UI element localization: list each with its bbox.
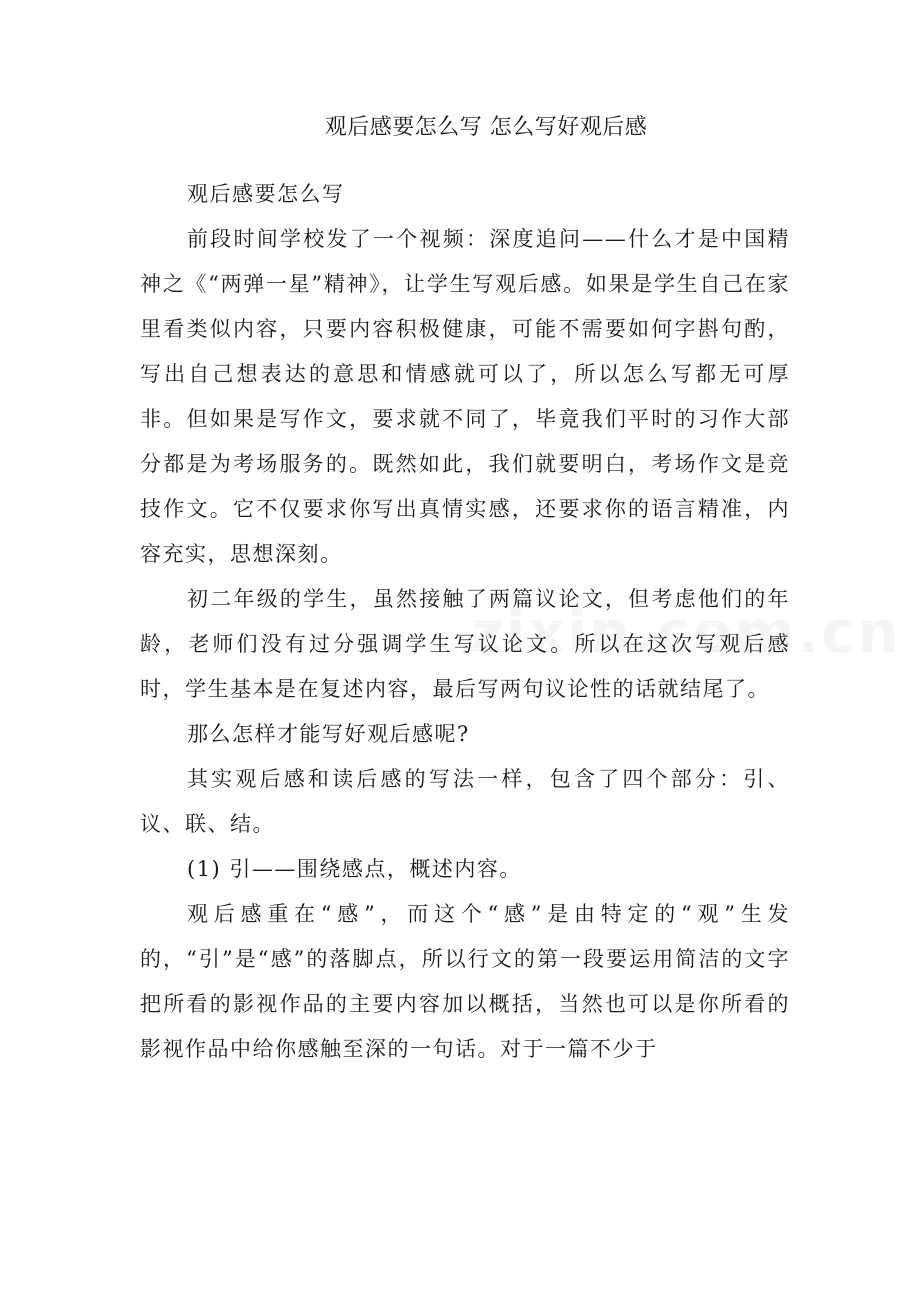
paragraph: 观后感重在“感”，而这个“感”是由特定的“观”生发的，“引”是“感”的落脚点，所以行文的第一段要运用简洁的文字把所看的影视作品的主要内容加以概括，当然也可以是你所看的影视作品中给你感触至深的一句话。对于一篇不少于	[140, 902, 790, 1061]
document-title: 观后感要怎么写 怎么写好观后感	[324, 115, 648, 140]
document-body	[140, 172, 790, 1072]
paragraph: 初二年级的学生，虽然接触了两篇议论文，但考虑他们的年龄，老师们没有过分强调学生写议论文。所以在这次写观后感时，学生基本是在复述内容，最后写两句议论性的话就结尾了。	[140, 587, 790, 701]
paragraph-subtitle: 观后感要怎么写	[187, 182, 345, 206]
paragraph-section-heading: (1) 引——围绕感点，概述内容。	[187, 857, 522, 881]
paragraph: 其实观后感和读后感的写法一样，包含了四个部分：引、议、联、结。	[140, 767, 790, 836]
paragraph: 前段时间学校发了一个视频：深度追问——什么才是中国精神之《“两弹一星”精神》，让学生写观后感。如果是学生自己在家里看类似内容，只要内容积极健康，可能不需要如何字斟句酌，写出自己想表达的意思和情感就可以了，所以怎么写都无可厚非。但如果是写作文，要求就不同了，毕竟我们平时的习作大部分都是为考场服务的。既然如此，我们就要明白，考场作文是竞技作文。它不仅要求你写出真情实感，还要求你的语言精准，内容充实，思想深刻。	[140, 227, 790, 566]
paragraph-question: 那么怎样才能写好观后感呢?	[187, 722, 470, 746]
